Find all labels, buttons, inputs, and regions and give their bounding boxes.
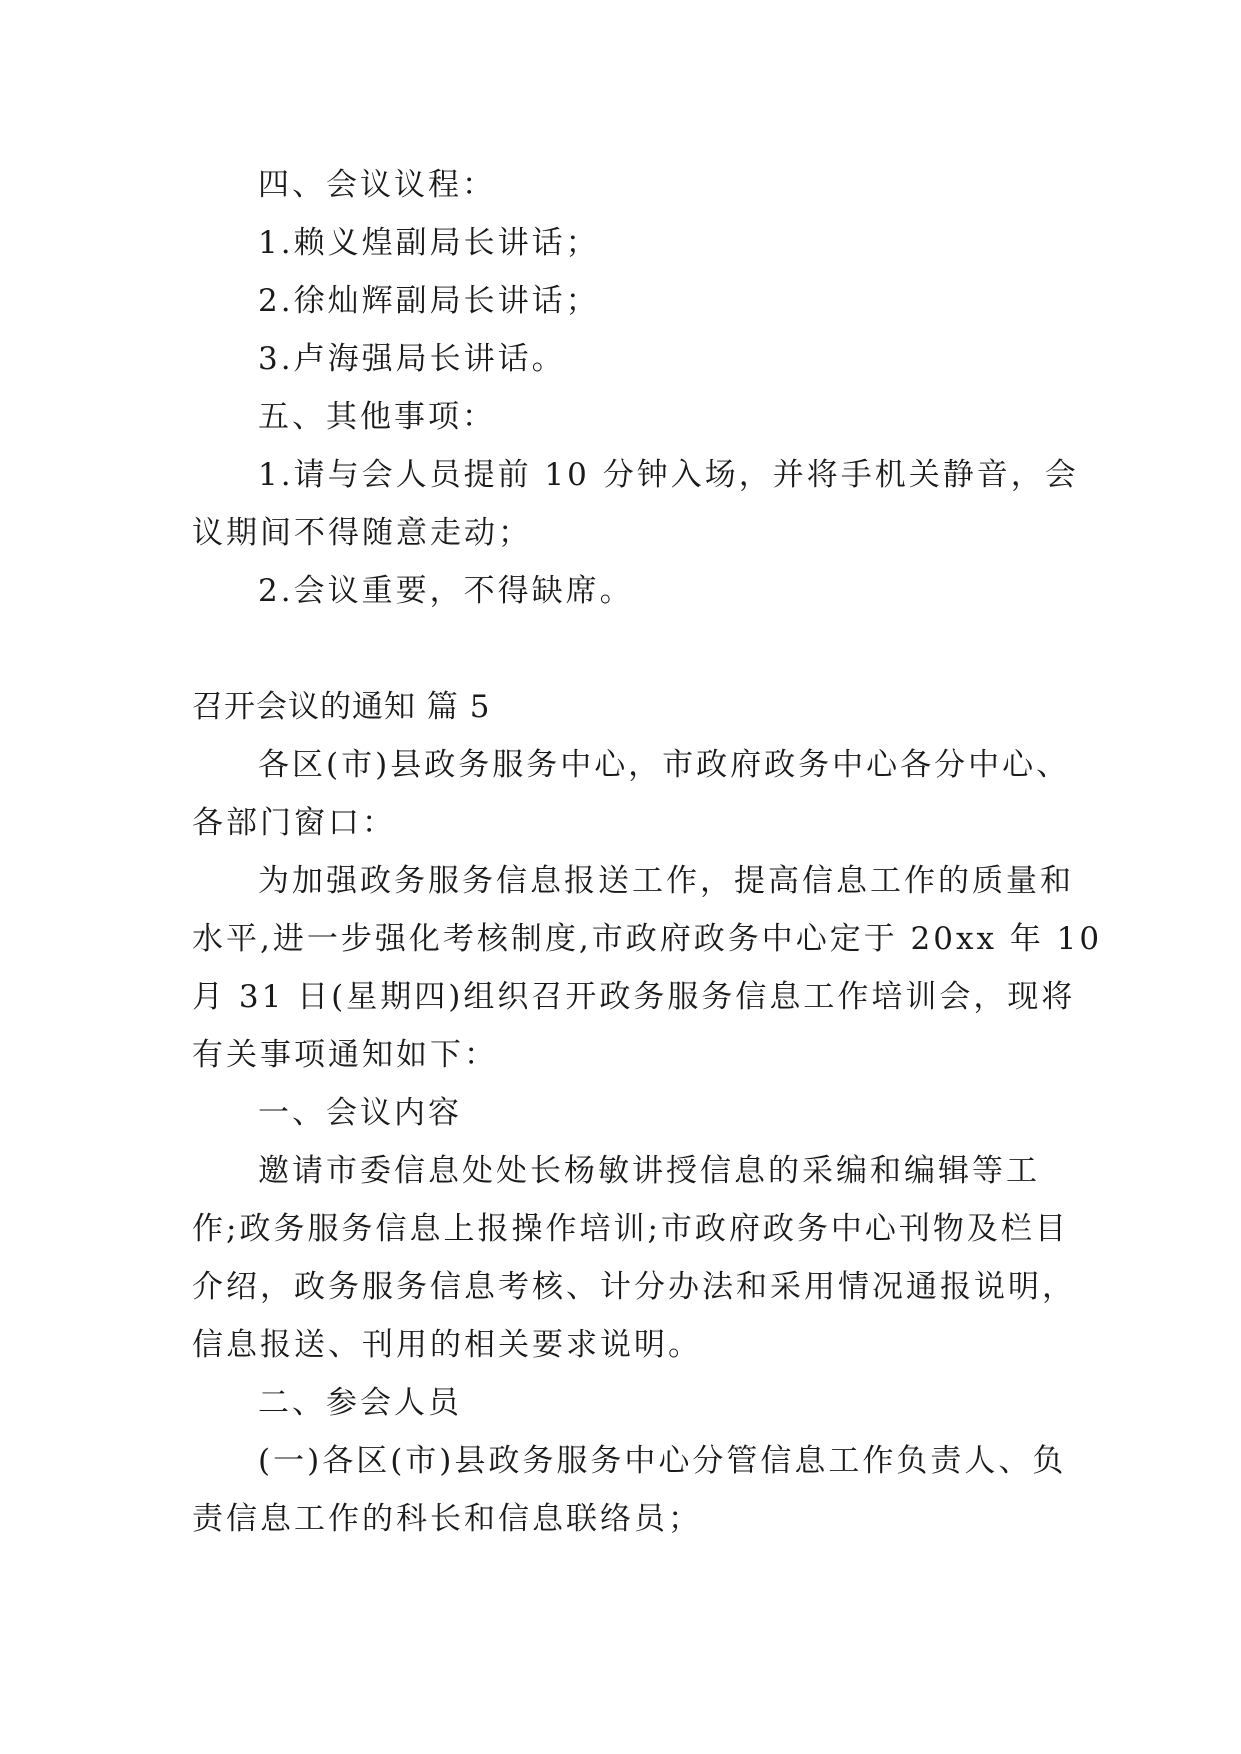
part1-line-2: 作;政务服务信息上报操作培训;市政府政务中心刊物及栏目 <box>192 1211 1069 1247</box>
notice-title: 召开会议的通知 篇 5 <box>192 689 491 725</box>
agenda-item-1: 1.赖义煌副局长讲话； <box>258 225 600 261</box>
addressee-line2: 各部门窗口： <box>192 805 396 841</box>
intro-line-1: 为加强政务服务信息报送工作，提高信息工作的质量和 <box>258 863 1074 899</box>
part1-heading: 一、会议内容 <box>258 1095 462 1131</box>
part2-line-1: (一)各区(市)县政务服务中心分管信息工作负责人、负 <box>258 1443 1067 1479</box>
other-item-2: 2.会议重要，不得缺席。 <box>258 573 634 609</box>
intro-line-3: 月 31 日(星期四)组织召开政务服务信息工作培训会，现将 <box>192 979 1076 1015</box>
intro-line-4: 有关事项通知如下： <box>192 1037 498 1073</box>
agenda-item-2: 2.徐灿辉副局长讲话； <box>258 283 600 319</box>
agenda-item-3: 3.卢海强局长讲话。 <box>258 341 566 377</box>
section4-heading: 四、会议议程： <box>258 167 496 203</box>
part1-line-1: 邀请市委信息处处长杨敏讲授信息的采编和编辑等工 <box>258 1153 1040 1189</box>
part2-line-2: 责信息工作的科长和信息联络员； <box>192 1501 702 1537</box>
other-item-1-line1: 1.请与会人员提前 10 分钟入场，并将手机关静音，会 <box>258 457 1079 493</box>
intro-line-2: 水平,进一步强化考核制度,市政府政务中心定于 20xx 年 10 <box>192 921 1103 957</box>
other-item-1-line2: 议期间不得随意走动； <box>192 515 532 551</box>
part1-line-3: 介绍，政务服务信息考核、计分办法和采用情况通报说明， <box>192 1269 1076 1305</box>
part2-heading: 二、参会人员 <box>258 1385 462 1421</box>
addressee-line1: 各区(市)县政务服务中心，市政府政务中心各分中心、 <box>258 747 1071 783</box>
section5-heading: 五、其他事项： <box>258 399 496 435</box>
part1-line-4: 信息报送、刊用的相关要求说明。 <box>192 1327 702 1363</box>
